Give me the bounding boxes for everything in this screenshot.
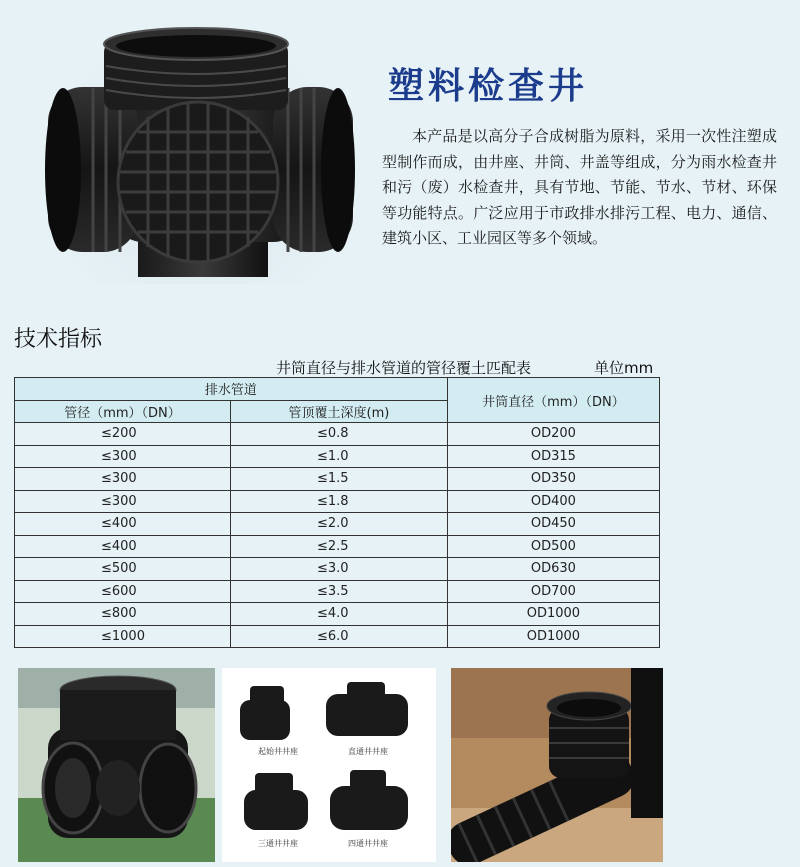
cover-depth-cell: ≤1.5 — [231, 468, 448, 491]
cover-depth-cell: ≤4.0 — [231, 603, 448, 626]
cover-depth-cell: ≤3.5 — [231, 580, 448, 603]
pipe-diameter-cell: ≤300 — [15, 445, 231, 468]
table-row — [15, 580, 660, 603]
well-types-image — [222, 668, 436, 862]
pipe-diameter-cell: ≤800 — [15, 603, 231, 626]
table-body — [15, 423, 660, 648]
table-row — [15, 445, 660, 468]
well-diameter-cell: OD700 — [447, 580, 659, 603]
pipe-diameter-cell: ≤400 — [15, 513, 231, 536]
well-diameter-cell: OD1000 — [447, 625, 659, 648]
well-diameter-cell: OD315 — [447, 445, 659, 468]
cover-depth-cell: ≤2.0 — [231, 513, 448, 536]
header-drain-pipe: 排水管道 — [15, 378, 448, 401]
table-row — [15, 535, 660, 558]
table-caption: 井筒直径与排水管道的管径覆土匹配表 — [276, 359, 532, 377]
well-diameter-cell: OD1000 — [447, 603, 659, 626]
photo-well-types — [222, 668, 436, 862]
table-row — [15, 490, 660, 513]
well-diameter-cell: OD200 — [447, 423, 659, 446]
pipe-diameter-cell: ≤500 — [15, 558, 231, 581]
cover-depth-cell: ≤3.0 — [231, 558, 448, 581]
cover-depth-cell: ≤1.8 — [231, 490, 448, 513]
pipe-diameter-cell: ≤600 — [15, 580, 231, 603]
well-diameter-cell: OD350 — [447, 468, 659, 491]
caption-straight-well: 直通井井座 — [348, 747, 388, 756]
product-intro: 本产品是以高分子合成树脂为原料，采用一次性注塑成型制作而成，由井座、井筒、井盖等组成，分为雨水检查井和污（废）水检查井，具有节地、节能、节水、节材、环保等功能特点。广泛应用于市政排水排污工程、电力、通信、建筑小区、工业园区等多个领域。 — [382, 127, 777, 247]
well-diameter-cell: OD500 — [447, 535, 659, 558]
caption-cross-well: 四通井井座 — [348, 839, 388, 848]
table-row — [15, 423, 660, 446]
cover-depth-cell: ≤1.0 — [231, 445, 448, 468]
table-row — [15, 625, 660, 648]
pipe-diameter-cell: ≤300 — [15, 490, 231, 513]
well-diameter-cell: OD630 — [447, 558, 659, 581]
pipe-diameter-cell: ≤400 — [15, 535, 231, 558]
factory-well-image — [18, 668, 215, 862]
table-row — [15, 468, 660, 491]
header-pipe-diameter: 管径（mm）（DN） — [15, 400, 231, 423]
plastic-inspection-well-illustration — [38, 22, 358, 284]
well-diameter-cell: OD400 — [447, 490, 659, 513]
cover-depth-cell: ≤0.8 — [231, 423, 448, 446]
header-well-diameter: 井筒直径（mm）（DN） — [447, 378, 659, 423]
spec-table — [14, 377, 660, 648]
product-title: 塑料检查井 — [388, 65, 589, 107]
caption-tee-well: 三通井井座 — [258, 839, 298, 848]
photo-factory-well — [18, 668, 215, 862]
header-cover-depth: 管顶覆土深度(m) — [231, 400, 448, 423]
photo-installation-site — [451, 668, 663, 862]
table-unit: 单位mm — [594, 359, 654, 377]
cover-depth-cell: ≤2.5 — [231, 535, 448, 558]
table-row — [15, 558, 660, 581]
cover-depth-cell: ≤6.0 — [231, 625, 448, 648]
caption-start-well: 起始井井座 — [258, 747, 298, 756]
pipe-diameter-cell: ≤300 — [15, 468, 231, 491]
pipe-diameter-cell: ≤1000 — [15, 625, 231, 648]
table-row — [15, 513, 660, 536]
hero-product-image — [38, 22, 358, 284]
installation-site-image — [451, 668, 663, 862]
table-row — [15, 603, 660, 626]
spec-heading: 技术指标 — [14, 327, 103, 352]
well-diameter-cell: OD450 — [447, 513, 659, 536]
pipe-diameter-cell: ≤200 — [15, 423, 231, 446]
table-header-row — [15, 378, 660, 401]
